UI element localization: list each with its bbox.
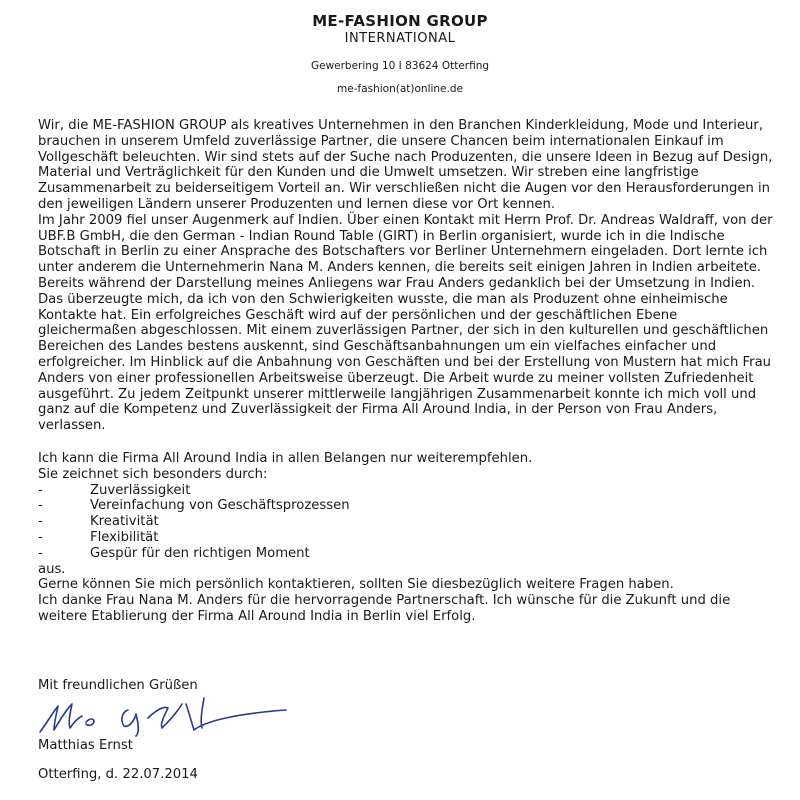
company-subtitle: INTERNATIONAL: [344, 31, 456, 46]
signature-block: [38, 678, 438, 782]
list-item: [38, 530, 778, 546]
paragraph-intro: Wir, die ME-FASHION GROUP als kreatives Unternehmen in den Branchen Kinderkleidung, Mode und Interieur, brauchen in unserem Umfeld zuverlässige Partner, die unsere Chancen beim internationalen Einkauf im Vollgeschäft beleuchten. Wir sind stets auf der Suche nach Produzenten, die unsere Ideen in Bezug auf Design, Material und Verträglichkeit für den Kunden und die Umwelt umsetzen. Wir streben eine langfristige Zusammenarbeit zu beiderseitigem Vorteil an. Wir verschließen nicht die Augen vor den Herausforderungen in den jeweiligen Ländern unserer Produzenten und lernen diese vor Ort kennen.: [38, 118, 773, 212]
list-item: [38, 483, 778, 499]
list-item: [38, 546, 778, 562]
paragraph-thanks: Ich danke Frau Nana M. Anders für die hervorragende Partnerschaft. Ich wünsche für die Zukunft und die weitere Etablierung der Firma All Around India in Berlin viel Erfolg.: [38, 593, 731, 624]
qualities-list: [38, 483, 778, 562]
paragraph-qualities-intro: Sie zeichnet sich besonders durch:: [38, 466, 268, 482]
handwritten-signature: [36, 692, 296, 738]
closing-greeting: Mit freundlichen Grüßen: [38, 678, 198, 693]
place-and-date: Otterfing, d. 22.07.2014: [38, 767, 198, 782]
list-item-text: Gespür für den richtigen Moment: [90, 545, 310, 561]
paragraph-india: Im Jahr 2009 fiel unser Augenmerk auf Indien. Über einen Kontakt mit Herrn Prof. Dr. Andreas Waldraff, von der UBF.B GmbH, die den German - Indian Round Table (GIRT) in Berlin organisiert, wurde ich in die Indische Botschaft in Berlin zu einer Ansprache des Botschafters vor Berliner Unternehmern eingeladen. Dort lernte ich unter anderem die Unternehmerin Nana M. Anders kennen, die bereits seit einigen Jahren in Indien arbeitete. Bereits während der Darstellung meines Anliegens war Frau Anders gedanklich bei der Umsetzung in Indien. Das überzeugte mich, da ich von den Schwierigkeiten wusste, die man als Produzent ohne einheimische Kontakte hat. Ein erfolgreiches Geschäft wird auf der persönlichen und der geschäftlichen Ebene gleichermaßen abgeschlossen. Mit einem zuverlässigen Partner, der sich in den kulturellen und geschäftlichen Bereichen des Landes bestens auskennt, sind Geschäftsanbahnungen um ein vielfaches einfacher und erfolgreicher. Im Hinblick auf die Anbahnung von Geschäften und bei der Erstellung von Mustern hat mich Frau Anders von einer professionellen Arbeitsweise überzeugt. Die Arbeit wurde zu meiner vollsten Zufriedenheit ausgeführt. Zu jedem Zeitpunkt unserer mittlerweile langjährigen Zusammenarbeit konnte ich mich voll und ganz auf die Kompetenz und Zuverlässigkeit der Firma All Around India, in der Person von Frau Anders, verlassen.: [38, 212, 773, 434]
list-item-text: Flexibilität: [90, 529, 159, 545]
bullet-dash: -: [38, 498, 43, 514]
paragraph-aus: aus.: [38, 561, 66, 577]
list-item: [38, 498, 778, 514]
paragraph-gap: [38, 434, 778, 451]
list-item: [38, 514, 778, 530]
bullet-dash: -: [38, 529, 43, 545]
paragraph-recommendation: Ich kann die Firma All Around India in allen Belangen nur weiterempfehlen.: [38, 450, 533, 466]
paragraph-contact: Gerne können Sie mich persönlich kontaktieren, sollten Sie diesbezüglich weitere Fragen haben.: [38, 577, 674, 593]
letterhead: [0, 12, 800, 95]
bullet-dash: -: [38, 514, 43, 530]
letter-body: [38, 118, 778, 625]
company-address: Gewerbering 10 I 83624 Otterfing: [310, 60, 490, 72]
list-item-text: Vereinfachung von Geschäftsprozessen: [90, 498, 350, 514]
list-item-text: Kreativität: [90, 514, 159, 530]
company-name: ME-FASHION GROUP: [312, 12, 488, 30]
bullet-dash: -: [38, 482, 43, 498]
signer-name: Matthias Ernst: [38, 738, 133, 753]
bullet-dash: -: [38, 545, 43, 561]
list-item-text: Zuverlässigkeit: [90, 482, 191, 498]
company-email: me-fashion(at)online.de: [337, 83, 463, 95]
